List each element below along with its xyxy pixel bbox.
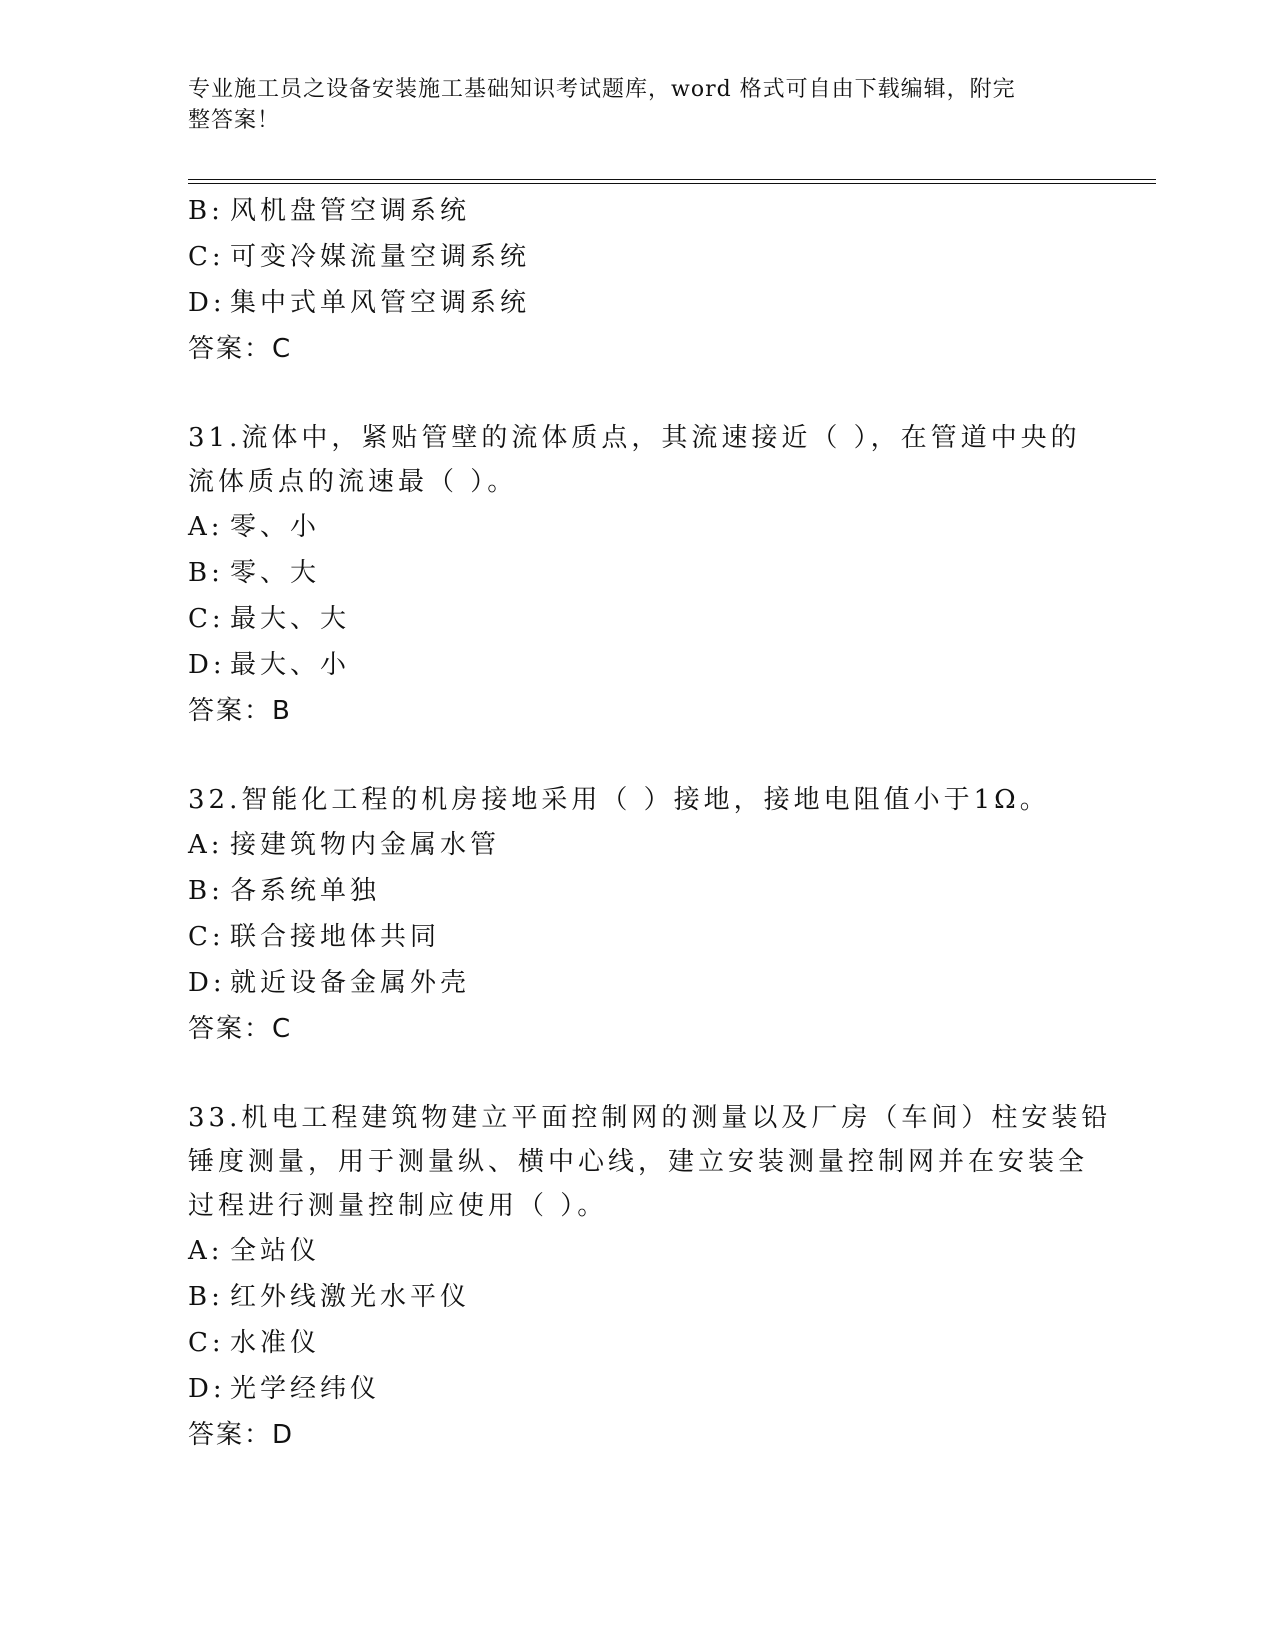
question-31: [188, 416, 1088, 734]
question-text-line: 32.智能化工程的机房接地采用（ ）接地，接地电阻值小于1Ω。: [188, 785, 1050, 815]
spacer: [188, 1052, 1088, 1096]
option-c: C: 最大、大: [188, 604, 351, 634]
option-c: C: 联合接地体共同: [188, 922, 441, 952]
document-body: [188, 188, 1112, 1458]
option-a: A: 零、小: [188, 512, 321, 542]
option-c: C: 可变冷媒流量空调系统: [188, 242, 531, 272]
option-d: D: 集中式单风管空调系统: [188, 288, 531, 318]
question-text-line: 流体质点的流速最（ ）。: [188, 467, 518, 497]
answer-line: 答案：D: [188, 1420, 295, 1450]
header-line-1: 专业施工员之设备安装施工基础知识考试题库，word 格式可自由下载编辑，附完: [188, 77, 1016, 102]
question-text-line: 33.机电工程建筑物建立平面控制网的测量以及厂房（车间）柱安装铅: [188, 1103, 1112, 1133]
option-a: A: 全站仪: [188, 1236, 321, 1266]
header-divider: [188, 179, 1156, 184]
answer-line: 答案：C: [188, 334, 293, 364]
document-header: [188, 74, 1068, 136]
option-c: C: 水准仪: [188, 1328, 321, 1358]
question-32: [188, 778, 1088, 1052]
option-a: A: 接建筑物内金属水管: [188, 830, 501, 860]
option-b: B: 风机盘管空调系统: [188, 196, 471, 226]
answer-line: 答案：B: [188, 696, 292, 726]
question-33: [188, 1096, 1112, 1458]
question-30-continued: [188, 188, 1088, 372]
answer-line: 答案：C: [188, 1014, 293, 1044]
option-b: B: 各系统单独: [188, 876, 381, 906]
question-text-line: 31.流体中，紧贴管壁的流体质点，其流速接近（ ），在管道中央的: [188, 423, 1081, 453]
question-text-line: 过程进行测量控制应使用（ ）。: [188, 1191, 608, 1221]
option-b: B: 红外线激光水平仪: [188, 1282, 471, 1312]
spacer: [188, 734, 1088, 778]
question-text-line: 锤度测量，用于测量纵、横中心线，建立安装测量控制网并在安装全: [188, 1147, 1089, 1177]
option-d: D: 就近设备金属外壳: [188, 968, 471, 998]
option-d: D: 最大、小: [188, 650, 351, 680]
option-d: D: 光学经纬仪: [188, 1374, 381, 1404]
header-line-2: 整答案！: [188, 108, 281, 133]
option-b: B: 零、大: [188, 558, 321, 588]
spacer: [188, 372, 1088, 416]
